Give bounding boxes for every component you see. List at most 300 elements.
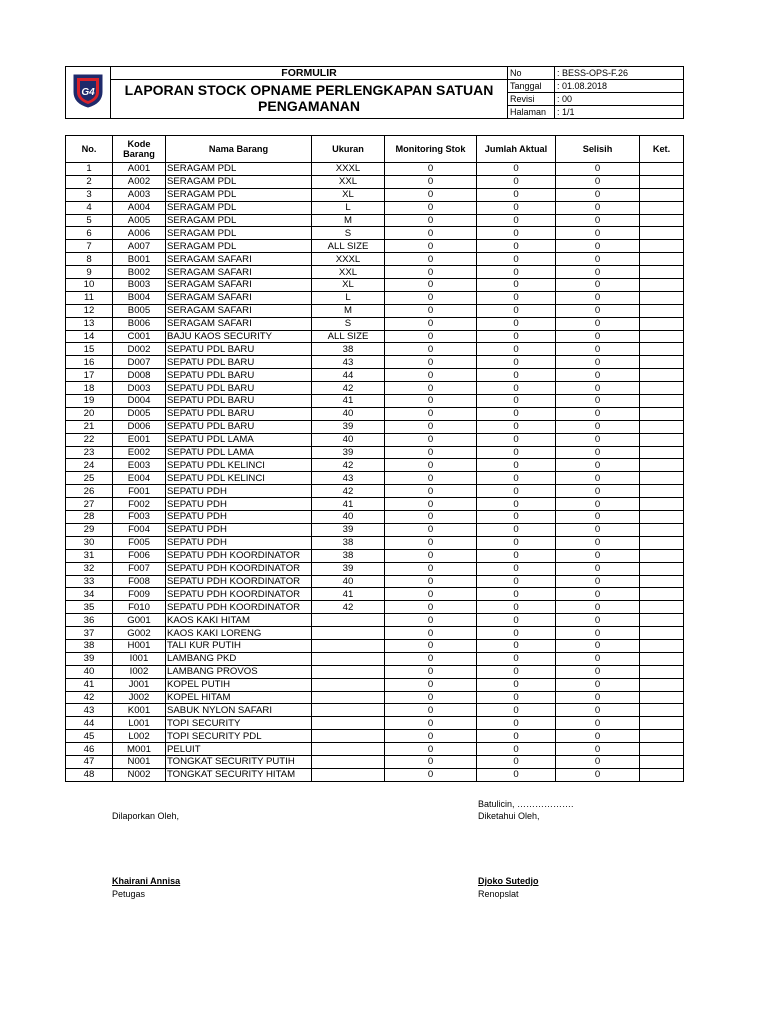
table-row [66, 459, 684, 472]
cell-kode-barang: F010 [113, 601, 166, 614]
cell-selisih: 0 [556, 240, 640, 253]
cell-selisih: 0 [556, 446, 640, 459]
cell-no: 43 [66, 704, 113, 717]
meta-key-no: No [508, 67, 555, 80]
svg-text:G4: G4 [81, 87, 95, 98]
cell-ket [640, 536, 684, 549]
cell-ket [640, 652, 684, 665]
cell-monitoring-stok: 0 [385, 163, 477, 176]
cell-nama-barang: SEPATU PDL BARU [166, 407, 312, 420]
cell-jumlah-aktual: 0 [477, 485, 556, 498]
cell-jumlah-aktual: 0 [477, 717, 556, 730]
document-title [111, 80, 507, 114]
cell-no: 4 [66, 201, 113, 214]
cell-nama-barang: SEPATU PDL LAMA [166, 433, 312, 446]
cell-kode-barang: A006 [113, 227, 166, 240]
column-header-ket: Ket. [640, 136, 684, 163]
acknowledged-by-label: Diketahui Oleh, [478, 811, 540, 821]
cell-nama-barang: LAMBANG PROVOS [166, 665, 312, 678]
cell-ket [640, 575, 684, 588]
cell-ukuran [312, 717, 385, 730]
table-row [66, 498, 684, 511]
cell-ket [640, 317, 684, 330]
cell-ket [640, 768, 684, 781]
cell-ket [640, 498, 684, 511]
cell-ukuran: XXXL [312, 163, 385, 176]
table-row [66, 395, 684, 408]
meta-value-halaman: : 1/1 [555, 106, 684, 119]
meta-value-tanggal: : 01.08.2018 [555, 80, 684, 93]
cell-nama-barang: SERAGAM SAFARI [166, 291, 312, 304]
cell-kode-barang: I001 [113, 652, 166, 665]
cell-ket [640, 485, 684, 498]
cell-no: 16 [66, 356, 113, 369]
cell-kode-barang: I002 [113, 665, 166, 678]
cell-jumlah-aktual: 0 [477, 498, 556, 511]
cell-jumlah-aktual: 0 [477, 459, 556, 472]
cell-ket [640, 420, 684, 433]
cell-ukuran: L [312, 201, 385, 214]
cell-no: 24 [66, 459, 113, 472]
cell-nama-barang: SERAGAM PDL [166, 163, 312, 176]
cell-monitoring-stok: 0 [385, 291, 477, 304]
cell-jumlah-aktual: 0 [477, 188, 556, 201]
cell-jumlah-aktual: 0 [477, 730, 556, 743]
cell-ket [640, 253, 684, 266]
cell-ket [640, 304, 684, 317]
cell-kode-barang: E002 [113, 446, 166, 459]
cell-ukuran: 39 [312, 523, 385, 536]
cell-ukuran: 42 [312, 382, 385, 395]
cell-jumlah-aktual: 0 [477, 755, 556, 768]
cell-jumlah-aktual: 0 [477, 536, 556, 549]
cell-ukuran [312, 627, 385, 640]
cell-monitoring-stok: 0 [385, 511, 477, 524]
column-header-selisih: Selisih [556, 136, 640, 163]
cell-monitoring-stok: 0 [385, 730, 477, 743]
cell-ukuran: 39 [312, 446, 385, 459]
cell-jumlah-aktual: 0 [477, 691, 556, 704]
cell-jumlah-aktual: 0 [477, 343, 556, 356]
cell-jumlah-aktual: 0 [477, 665, 556, 678]
cell-no: 11 [66, 291, 113, 304]
cell-ukuran: L [312, 291, 385, 304]
cell-jumlah-aktual: 0 [477, 588, 556, 601]
table-row [66, 639, 684, 652]
cell-nama-barang: SERAGAM SAFARI [166, 253, 312, 266]
cell-jumlah-aktual: 0 [477, 382, 556, 395]
meta-value-revisi: : 00 [555, 93, 684, 106]
cell-no: 7 [66, 240, 113, 253]
meta-key-halaman: Halaman [508, 106, 555, 119]
cell-selisih: 0 [556, 266, 640, 279]
table-header-row [66, 136, 684, 163]
cell-ukuran [312, 639, 385, 652]
cell-monitoring-stok: 0 [385, 549, 477, 562]
table-row [66, 575, 684, 588]
cell-ukuran: 38 [312, 549, 385, 562]
cell-ket [640, 743, 684, 756]
cell-monitoring-stok: 0 [385, 240, 477, 253]
cell-jumlah-aktual: 0 [477, 562, 556, 575]
cell-ket [640, 175, 684, 188]
table-row [66, 317, 684, 330]
cell-ukuran: XL [312, 279, 385, 292]
cell-monitoring-stok: 0 [385, 330, 477, 343]
cell-selisih: 0 [556, 214, 640, 227]
cell-ket [640, 511, 684, 524]
cell-ukuran: XXXL [312, 253, 385, 266]
cell-ukuran [312, 614, 385, 627]
table-body [66, 163, 684, 782]
cell-no: 31 [66, 549, 113, 562]
cell-monitoring-stok: 0 [385, 755, 477, 768]
cell-selisih: 0 [556, 395, 640, 408]
cell-selisih: 0 [556, 614, 640, 627]
table-row [66, 188, 684, 201]
cell-ket [640, 214, 684, 227]
cell-ket [640, 188, 684, 201]
cell-jumlah-aktual: 0 [477, 511, 556, 524]
cell-ket [640, 730, 684, 743]
cell-kode-barang: F005 [113, 536, 166, 549]
table-row [66, 343, 684, 356]
cell-selisih: 0 [556, 678, 640, 691]
cell-nama-barang: SEPATU PDH [166, 511, 312, 524]
cell-no: 22 [66, 433, 113, 446]
cell-nama-barang: SABUK NYLON SAFARI [166, 704, 312, 717]
table-row [66, 511, 684, 524]
cell-monitoring-stok: 0 [385, 253, 477, 266]
cell-selisih: 0 [556, 317, 640, 330]
cell-monitoring-stok: 0 [385, 575, 477, 588]
cell-selisih: 0 [556, 279, 640, 292]
cell-ukuran [312, 768, 385, 781]
cell-monitoring-stok: 0 [385, 536, 477, 549]
cell-ket [640, 704, 684, 717]
cell-ukuran: XL [312, 188, 385, 201]
cell-ukuran: XXL [312, 266, 385, 279]
meta-key-tanggal: Tanggal [508, 80, 555, 93]
cell-jumlah-aktual: 0 [477, 369, 556, 382]
cell-monitoring-stok: 0 [385, 214, 477, 227]
cell-ket [640, 433, 684, 446]
cell-no: 28 [66, 511, 113, 524]
cell-ket [640, 240, 684, 253]
cell-no: 29 [66, 523, 113, 536]
cell-ket [640, 562, 684, 575]
cell-nama-barang: KOPEL PUTIH [166, 678, 312, 691]
table-row [66, 536, 684, 549]
cell-nama-barang: SEPATU PDH [166, 498, 312, 511]
cell-no: 23 [66, 446, 113, 459]
cell-ket [640, 369, 684, 382]
cell-nama-barang: SERAGAM PDL [166, 201, 312, 214]
cell-ket [640, 755, 684, 768]
cell-monitoring-stok: 0 [385, 485, 477, 498]
cell-kode-barang: E004 [113, 472, 166, 485]
table-row [66, 266, 684, 279]
cell-kode-barang: M001 [113, 743, 166, 756]
cell-kode-barang: C001 [113, 330, 166, 343]
cell-nama-barang: SERAGAM SAFARI [166, 266, 312, 279]
cell-ukuran: 42 [312, 459, 385, 472]
cell-ket [640, 201, 684, 214]
cell-selisih: 0 [556, 627, 640, 640]
cell-ket [640, 163, 684, 176]
cell-monitoring-stok: 0 [385, 639, 477, 652]
cell-jumlah-aktual: 0 [477, 420, 556, 433]
cell-nama-barang: SEPATU PDH KOORDINATOR [166, 575, 312, 588]
cell-no: 47 [66, 755, 113, 768]
cell-ket [640, 343, 684, 356]
cell-selisih: 0 [556, 536, 640, 549]
cell-monitoring-stok: 0 [385, 317, 477, 330]
cell-kode-barang: B001 [113, 253, 166, 266]
table-row [66, 678, 684, 691]
cell-no: 15 [66, 343, 113, 356]
meta-key-revisi: Revisi [508, 93, 555, 106]
cell-ket [640, 549, 684, 562]
cell-ukuran: 42 [312, 485, 385, 498]
cell-ket [640, 691, 684, 704]
cell-nama-barang: SEPATU PDL BARU [166, 395, 312, 408]
cell-no: 14 [66, 330, 113, 343]
cell-kode-barang: E001 [113, 433, 166, 446]
cell-ukuran: 40 [312, 575, 385, 588]
cell-jumlah-aktual: 0 [477, 330, 556, 343]
cell-jumlah-aktual: 0 [477, 743, 556, 756]
cell-nama-barang: KAOS KAKI HITAM [166, 614, 312, 627]
cell-monitoring-stok: 0 [385, 588, 477, 601]
cell-jumlah-aktual: 0 [477, 523, 556, 536]
cell-selisih: 0 [556, 755, 640, 768]
cell-jumlah-aktual: 0 [477, 279, 556, 292]
cell-nama-barang: SEPATU PDL LAMA [166, 446, 312, 459]
cell-nama-barang: SEPATU PDL KELINCI [166, 472, 312, 485]
cell-selisih: 0 [556, 743, 640, 756]
cell-no: 40 [66, 665, 113, 678]
cell-no: 39 [66, 652, 113, 665]
cell-ket [640, 266, 684, 279]
cell-selisih: 0 [556, 175, 640, 188]
cell-nama-barang: TOPI SECURITY [166, 717, 312, 730]
column-header-nama-barang: Nama Barang [166, 136, 312, 163]
table-row [66, 369, 684, 382]
cell-nama-barang: TALI KUR PUTIH [166, 639, 312, 652]
cell-no: 27 [66, 498, 113, 511]
cell-no: 20 [66, 407, 113, 420]
place-date: Batulicin, ………………. [478, 799, 574, 809]
cell-kode-barang: D003 [113, 382, 166, 395]
cell-monitoring-stok: 0 [385, 188, 477, 201]
table-row [66, 214, 684, 227]
cell-monitoring-stok: 0 [385, 266, 477, 279]
cell-monitoring-stok: 0 [385, 382, 477, 395]
cell-ukuran: 44 [312, 369, 385, 382]
cell-monitoring-stok: 0 [385, 665, 477, 678]
cell-jumlah-aktual: 0 [477, 266, 556, 279]
cell-ket [640, 678, 684, 691]
cell-kode-barang: D004 [113, 395, 166, 408]
cell-selisih: 0 [556, 433, 640, 446]
cell-ukuran: 40 [312, 511, 385, 524]
cell-selisih: 0 [556, 588, 640, 601]
cell-nama-barang: LAMBANG PKD [166, 652, 312, 665]
cell-jumlah-aktual: 0 [477, 614, 556, 627]
form-header [65, 66, 684, 119]
cell-no: 1 [66, 163, 113, 176]
formulir-label: FORMULIR [111, 67, 507, 80]
cell-nama-barang: SEPATU PDH KOORDINATOR [166, 562, 312, 575]
table-row [66, 175, 684, 188]
cell-ket [640, 279, 684, 292]
cell-no: 32 [66, 562, 113, 575]
cell-ket [640, 588, 684, 601]
cell-selisih: 0 [556, 691, 640, 704]
cell-nama-barang: SERAGAM SAFARI [166, 317, 312, 330]
cell-selisih: 0 [556, 485, 640, 498]
cell-nama-barang: KOPEL HITAM [166, 691, 312, 704]
cell-no: 25 [66, 472, 113, 485]
cell-ukuran: 38 [312, 343, 385, 356]
cell-kode-barang: N002 [113, 768, 166, 781]
cell-kode-barang: J001 [113, 678, 166, 691]
cell-ket [640, 459, 684, 472]
table-row [66, 201, 684, 214]
cell-kode-barang: K001 [113, 704, 166, 717]
cell-monitoring-stok: 0 [385, 717, 477, 730]
cell-jumlah-aktual: 0 [477, 317, 556, 330]
table-row [66, 356, 684, 369]
cell-kode-barang: B006 [113, 317, 166, 330]
cell-kode-barang: F001 [113, 485, 166, 498]
cell-jumlah-aktual: 0 [477, 601, 556, 614]
cell-no: 48 [66, 768, 113, 781]
cell-kode-barang: F004 [113, 523, 166, 536]
cell-kode-barang: A004 [113, 201, 166, 214]
cell-ukuran: 41 [312, 498, 385, 511]
cell-ukuran [312, 704, 385, 717]
column-header-kode-barang [113, 136, 166, 163]
cell-nama-barang: TOPI SECURITY PDL [166, 730, 312, 743]
cell-ukuran [312, 665, 385, 678]
cell-jumlah-aktual: 0 [477, 304, 556, 317]
cell-selisih: 0 [556, 523, 640, 536]
cell-monitoring-stok: 0 [385, 395, 477, 408]
cell-monitoring-stok: 0 [385, 343, 477, 356]
reporter-role: Petugas [112, 889, 146, 899]
cell-ukuran: M [312, 304, 385, 317]
cell-ukuran: M [312, 214, 385, 227]
cell-monitoring-stok: 0 [385, 227, 477, 240]
stock-table [65, 135, 684, 782]
cell-monitoring-stok: 0 [385, 446, 477, 459]
cell-selisih: 0 [556, 639, 640, 652]
cell-kode-barang: F006 [113, 549, 166, 562]
cell-monitoring-stok: 0 [385, 652, 477, 665]
cell-kode-barang: G002 [113, 627, 166, 640]
cell-kode-barang: L002 [113, 730, 166, 743]
meta-value-no: : BESS-OPS-F.26 [555, 67, 684, 80]
cell-no: 34 [66, 588, 113, 601]
cell-jumlah-aktual: 0 [477, 575, 556, 588]
cell-selisih: 0 [556, 704, 640, 717]
cell-nama-barang: SERAGAM PDL [166, 240, 312, 253]
cell-selisih: 0 [556, 601, 640, 614]
approver-role: Renopslat [478, 889, 519, 899]
cell-nama-barang: SERAGAM SAFARI [166, 279, 312, 292]
cell-monitoring-stok: 0 [385, 704, 477, 717]
cell-ukuran [312, 652, 385, 665]
cell-selisih: 0 [556, 768, 640, 781]
title-cell [111, 67, 508, 119]
cell-nama-barang: SEPATU PDH [166, 485, 312, 498]
cell-ukuran [312, 691, 385, 704]
cell-selisih: 0 [556, 575, 640, 588]
cell-selisih: 0 [556, 253, 640, 266]
cell-no: 13 [66, 317, 113, 330]
cell-nama-barang: KAOS KAKI LORENG [166, 627, 312, 640]
cell-kode-barang: B005 [113, 304, 166, 317]
cell-ket [640, 614, 684, 627]
cell-jumlah-aktual: 0 [477, 704, 556, 717]
cell-jumlah-aktual: 0 [477, 472, 556, 485]
cell-kode-barang: H001 [113, 639, 166, 652]
table-row [66, 433, 684, 446]
cell-ukuran: ALL SIZE [312, 330, 385, 343]
cell-kode-barang: N001 [113, 755, 166, 768]
cell-selisih: 0 [556, 549, 640, 562]
cell-jumlah-aktual: 0 [477, 433, 556, 446]
table-row [66, 330, 684, 343]
cell-no: 19 [66, 395, 113, 408]
cell-nama-barang: SEPATU PDH KOORDINATOR [166, 549, 312, 562]
cell-nama-barang: SERAGAM PDL [166, 188, 312, 201]
company-logo-icon [71, 72, 105, 108]
cell-ukuran: 43 [312, 356, 385, 369]
cell-no: 5 [66, 214, 113, 227]
table-row [66, 691, 684, 704]
cell-no: 46 [66, 743, 113, 756]
cell-selisih: 0 [556, 459, 640, 472]
kode-barang-header-text: Kode Barang [123, 139, 155, 159]
cell-ket [640, 523, 684, 536]
cell-nama-barang: SEPATU PDH KOORDINATOR [166, 601, 312, 614]
cell-monitoring-stok: 0 [385, 459, 477, 472]
cell-selisih: 0 [556, 201, 640, 214]
table-row [66, 755, 684, 768]
cell-no: 2 [66, 175, 113, 188]
cell-nama-barang: SEPATU PDL BARU [166, 420, 312, 433]
cell-nama-barang: PELUIT [166, 743, 312, 756]
cell-selisih: 0 [556, 407, 640, 420]
cell-selisih: 0 [556, 562, 640, 575]
cell-monitoring-stok: 0 [385, 691, 477, 704]
cell-ket [640, 601, 684, 614]
cell-monitoring-stok: 0 [385, 433, 477, 446]
cell-jumlah-aktual: 0 [477, 639, 556, 652]
cell-ukuran [312, 755, 385, 768]
table-row [66, 472, 684, 485]
cell-jumlah-aktual: 0 [477, 446, 556, 459]
cell-ukuran: 38 [312, 536, 385, 549]
cell-ket [640, 395, 684, 408]
cell-selisih: 0 [556, 717, 640, 730]
cell-jumlah-aktual: 0 [477, 240, 556, 253]
cell-kode-barang: F002 [113, 498, 166, 511]
cell-nama-barang: BAJU KAOS SECURITY [166, 330, 312, 343]
